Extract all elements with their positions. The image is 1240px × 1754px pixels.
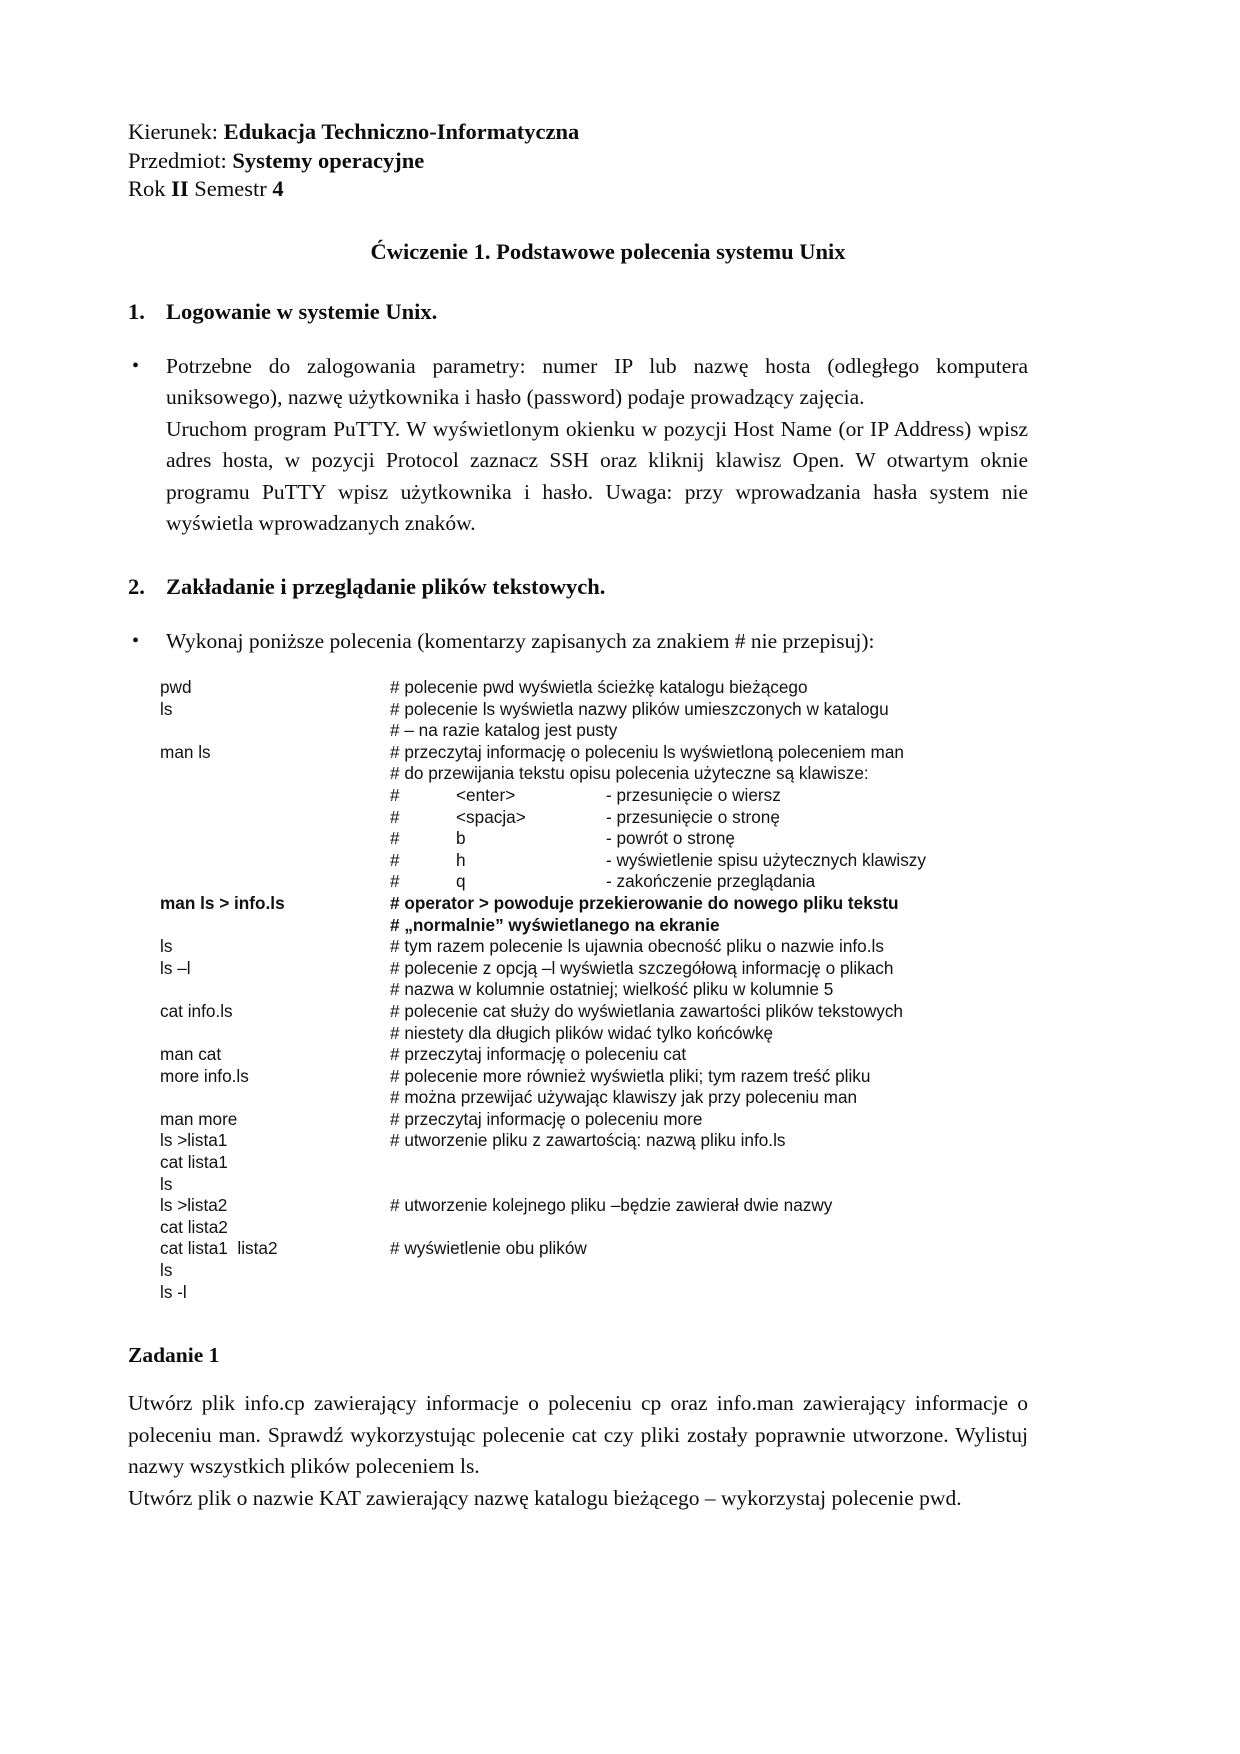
command-comment: # nazwa w kolumnie ostatniej; wielkość pliku w kolumnie 5 <box>390 979 834 1000</box>
command-row <box>160 1109 1028 1131</box>
command-comment <box>390 1217 1028 1239</box>
command-comment: # można przewijać używając klawiszy jak przy poleceniu man <box>390 1087 858 1108</box>
command-row <box>160 1195 1028 1217</box>
section-1-bullet-body <box>166 351 1028 540</box>
comment-hash: # <box>390 849 400 870</box>
rok-value: II <box>171 176 189 201</box>
command-text <box>160 871 390 893</box>
command-row <box>160 677 1028 699</box>
command-comment <box>390 828 1028 850</box>
command-row <box>160 1044 1028 1066</box>
key-description: - przesunięcie o stronę <box>606 806 780 827</box>
comment-hash: # <box>390 828 400 849</box>
semestr-label: Semestr <box>188 176 273 201</box>
command-text: more info.ls <box>160 1065 249 1086</box>
command-text: ls -l <box>160 1281 187 1302</box>
command-row <box>160 807 1028 829</box>
command-text: ls >lista1 <box>160 1130 228 1151</box>
rok-label: Rok <box>128 176 172 201</box>
key-name: <spacja> <box>456 806 526 827</box>
command-comment: # tym razem polecenie ls ujawnia obecność pliku o nazwie info.ls <box>390 936 884 957</box>
command-text: ls >lista2 <box>160 1195 228 1216</box>
command-row <box>160 785 1028 807</box>
command-comment: # utworzenie kolejnego pliku –będzie zawierał dwie nazwy <box>390 1195 833 1216</box>
command-text <box>160 915 390 937</box>
command-comment: # przeczytaj informację o poleceniu ls wyświetloną poleceniem man <box>390 741 904 762</box>
command-text: ls –l <box>160 957 191 978</box>
command-comment <box>390 1152 1028 1174</box>
przedmiot-value: Systemy operacyjne <box>232 147 425 173</box>
section-1-bullet <box>128 351 1028 540</box>
key-name: q <box>456 871 466 892</box>
command-comment <box>390 807 1028 829</box>
section-1-paragraph-1: Potrzebne do zalogowania parametry: numer IP lub nazwę hosta (odległego komputera uniksowego), nazwę użytkownika i hasło (password) podaje prowadzący zajęcia. <box>166 353 1028 409</box>
command-row <box>160 936 1028 958</box>
key-description: - powrót o stronę <box>606 828 735 849</box>
command-row <box>160 763 1028 785</box>
section-heading-1 <box>128 299 1028 325</box>
comment-hash: # <box>390 871 400 892</box>
command-listing <box>160 677 1028 1303</box>
command-text: cat lista1 lista2 <box>160 1238 278 1259</box>
section-1-paragraph-2: Uruchom program PuTTY. W wyświetlonym okienku w pozycji Host Name (or IP Address) wpisz adres hosta, w pozycji Protocol zaznacz SSH oraz kliknij klawisz Open. W otwartym oknie programu PuTTY wpisz użytkownika i hasło. Uwaga: przy wprowadzania hasła system nie wyświetla wprowadzanych znaków. <box>166 416 1028 535</box>
command-text: cat info.ls <box>160 1000 233 1021</box>
task-body <box>128 1388 1028 1514</box>
task-paragraph-1: Utwórz plik info.cp zawierający informacje o poleceniu cp oraz info.man zawierający informacje o poleceniu man. Sprawdź wykorzystując polecenie cat czy pliki zostały poprawnie utworzone. Wylistuj nazwy wszystkich plików poleceniem ls. <box>128 1391 1028 1479</box>
command-row <box>160 1238 1028 1260</box>
command-row <box>160 1087 1028 1109</box>
command-comment: # polecenie pwd wyświetla ścieżkę katalogu bieżącego <box>390 677 808 697</box>
section-1-number: 1. <box>128 298 145 324</box>
key-name: h <box>456 849 466 870</box>
command-text: man cat <box>160 1044 222 1065</box>
semestr-value: 4 <box>272 176 284 201</box>
command-row <box>160 1260 1028 1282</box>
section-2-paragraph-1: Wykonaj poniższe polecenia (komentarzy zapisanych za znakiem # nie przepisuj): <box>166 628 875 653</box>
command-comment: # polecenie ls wyświetla nazwy plików umieszczonych w katalogu <box>390 698 889 719</box>
document-content <box>128 118 1028 1514</box>
command-text: ls <box>160 1260 173 1281</box>
command-comment: # polecenie cat służy do wyświetlania zawartości plików tekstowych <box>390 1000 903 1021</box>
przedmiot-label: Przedmiot: <box>128 147 233 173</box>
bullet-icon: • <box>132 354 140 377</box>
command-text <box>160 807 390 829</box>
section-2-bullet-body <box>166 626 1028 658</box>
command-text <box>160 828 390 850</box>
header-line-rok-semestr <box>128 175 1028 204</box>
command-text <box>160 763 390 785</box>
command-row <box>160 1152 1028 1174</box>
command-text: man ls > info.ls <box>160 892 285 913</box>
page-title: Ćwiczenie 1. Podstawowe polecenia systemu Unix <box>370 238 846 264</box>
command-comment <box>390 871 1028 893</box>
section-1-title: Logowanie w systemie Unix. <box>166 298 438 324</box>
command-row <box>160 979 1028 1001</box>
key-description: - przesunięcie o wiersz <box>606 784 781 805</box>
command-row <box>160 742 1028 764</box>
command-row <box>160 850 1028 872</box>
key-name: <enter> <box>456 784 516 805</box>
command-row <box>160 1001 1028 1023</box>
command-comment: # niestety dla długich plików widać tylko końcówkę <box>390 1022 774 1043</box>
command-text <box>160 720 390 742</box>
section-2-bullet <box>128 626 1028 658</box>
command-text: man ls <box>160 741 211 762</box>
command-comment: # – na razie katalog jest pusty <box>390 720 618 741</box>
command-text <box>160 979 390 1001</box>
kierunek-label: Kierunek: <box>128 119 224 144</box>
command-row <box>160 1130 1028 1152</box>
command-text: cat lista1 <box>160 1152 228 1173</box>
command-comment <box>390 1174 1028 1196</box>
command-comment: # operator > powoduje przekierowanie do nowego pliku tekstu <box>390 892 899 913</box>
command-comment: # polecenie z opcją –l wyświetla szczegółową informację o plikach <box>390 957 894 978</box>
command-text: ls <box>160 1173 173 1194</box>
command-text <box>160 850 390 872</box>
command-text <box>160 785 390 807</box>
command-text <box>160 1023 390 1045</box>
command-comment: # utworzenie pliku z zawartością: nazwą pliku info.ls <box>390 1130 786 1151</box>
command-comment <box>390 1260 1028 1282</box>
command-row <box>160 893 1028 915</box>
command-row <box>160 1174 1028 1196</box>
command-row <box>160 699 1028 721</box>
command-row <box>160 1066 1028 1088</box>
command-comment: # do przewijania tekstu opisu polecenia użyteczne są klawisze: <box>390 763 869 784</box>
section-2-number: 2. <box>128 573 145 599</box>
bullet-icon: • <box>132 629 140 652</box>
command-text <box>160 1087 390 1109</box>
command-comment: # „normalnie” wyświetlanego na ekranie <box>390 914 720 935</box>
comment-hash: # <box>390 806 400 827</box>
command-row <box>160 1023 1028 1045</box>
key-name: b <box>456 828 466 849</box>
header-line-przedmiot <box>128 147 1028 176</box>
key-description: - zakończenie przeglądania <box>606 871 816 892</box>
command-comment: # przeczytaj informację o poleceniu cat <box>390 1044 687 1065</box>
key-description: - wyświetlenie spisu użytecznych klawiszy <box>606 849 926 870</box>
command-text: man more <box>160 1108 238 1129</box>
command-comment: # wyświetlenie obu plików <box>390 1238 587 1259</box>
command-row <box>160 1282 1028 1304</box>
command-text: cat lista2 <box>160 1216 228 1237</box>
task-paragraph-2: Utwórz plik o nazwie KAT zawierający nazwę katalogu bieżącego – wykorzystaj polecenie pwd. <box>128 1485 962 1510</box>
command-row <box>160 871 1028 893</box>
command-text: ls <box>160 698 173 719</box>
command-row <box>160 1217 1028 1239</box>
comment-hash: # <box>390 784 400 805</box>
task-heading: Zadanie 1 <box>128 1343 220 1368</box>
header-line-kierunek <box>128 118 1028 147</box>
command-comment <box>390 1282 1028 1304</box>
command-comment <box>390 785 1028 807</box>
command-row <box>160 915 1028 937</box>
course-header <box>128 118 1028 204</box>
command-comment: # przeczytaj informację o poleceniu more <box>390 1108 703 1129</box>
command-comment: # polecenie more również wyświetla pliki; tym razem treść pliku <box>390 1065 871 1086</box>
command-comment <box>390 850 1028 872</box>
section-heading-2 <box>128 574 1028 600</box>
section-2-title: Zakładanie i przeglądanie plików tekstowych. <box>166 573 606 599</box>
command-row <box>160 720 1028 742</box>
kierunek-value: Edukacja Techniczno-Informatyczna <box>223 119 580 144</box>
command-text: ls <box>160 936 173 957</box>
command-text: pwd <box>160 677 192 697</box>
command-row <box>160 958 1028 980</box>
command-row <box>160 828 1028 850</box>
